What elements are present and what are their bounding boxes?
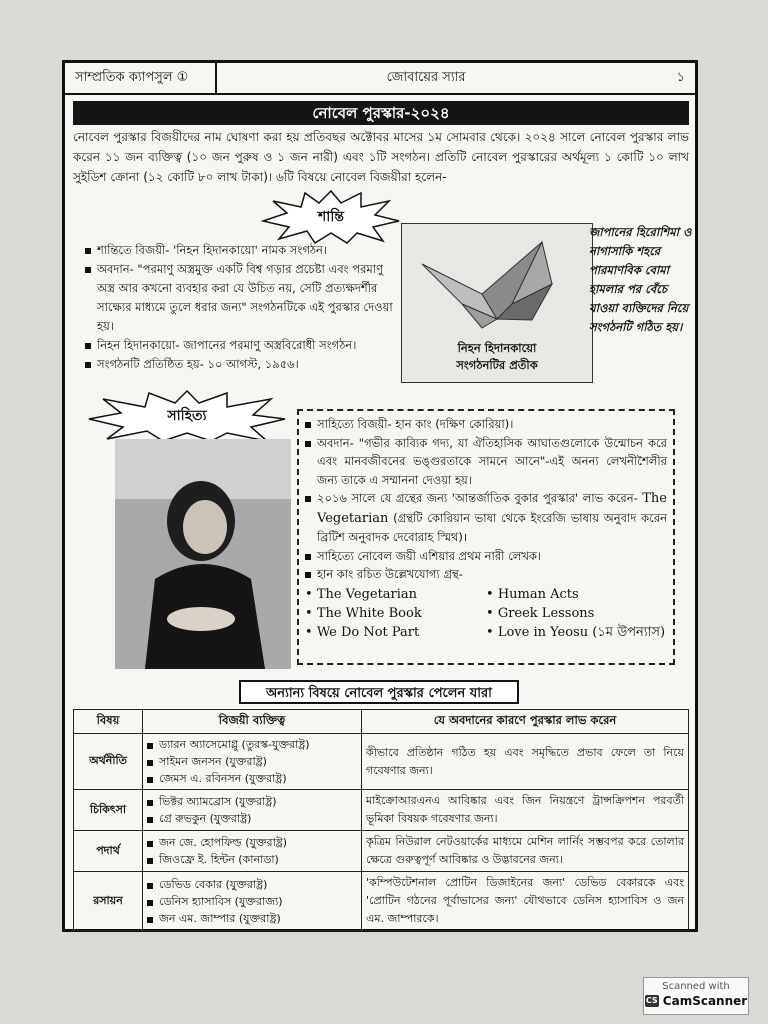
winners-cell bbox=[143, 734, 362, 790]
book-title: • Love in Yeosu (১ম উপন্যাস) bbox=[486, 623, 667, 642]
author-name: জোবায়ের স্যার bbox=[386, 69, 466, 85]
book-title: • We Do Not Part bbox=[305, 623, 486, 642]
peace-title: শান্তি bbox=[318, 209, 344, 225]
contribution-cell: কৃত্রিম নিউরাল নেটওয়ার্কের মাধ্যমে মেশিন লার্নিং সম্ভবপর করে তোলার ক্ষেত্রে গুরুত্বপূর্ণ আবিষ্কার ও উদ্ভাবনের জন্য। bbox=[362, 831, 689, 872]
series-title: সাম্প্রতিক ক্যাপসুল ① bbox=[65, 63, 217, 93]
list-item: জন এম. জাম্পার (যুক্তরাষ্ট্র) bbox=[147, 910, 357, 927]
watermark-line: CamScanner bbox=[662, 994, 748, 1008]
page-header bbox=[65, 63, 695, 95]
watermark-brand bbox=[644, 994, 748, 1008]
contribution-cell: কীভাবে প্রতিষ্ঠান গঠিত হয় এবং সমৃদ্ধিতে প্রভাব ফেলে তা নিয়ে গবেষণার জন্য। bbox=[362, 734, 689, 790]
contribution-cell: মাইক্রোআরএনএ আবিষ্কার এবং জিন নিয়ন্ত্রণে ট্রান্সক্রিপশন পরবর্তী ভূমিকা বিষয়ক গবেষণার জন্য। bbox=[362, 790, 689, 831]
document-page bbox=[62, 60, 698, 932]
list-item: শান্তিতে বিজয়ী- 'নিহন হিদানকায়ো' নামক সংগঠন। bbox=[85, 241, 395, 260]
book-title: • Human Acts bbox=[486, 585, 667, 604]
portrait-image-icon bbox=[115, 439, 291, 669]
watermark-line: Scanned with bbox=[662, 981, 730, 992]
subject-cell: চিকিৎসা bbox=[74, 790, 143, 831]
literature-burst bbox=[87, 389, 287, 443]
literature-box bbox=[297, 409, 675, 665]
others-heading: অন্যান্য বিষয়ে নোবেল পুরস্কার পেলেন যারা bbox=[239, 680, 519, 704]
table-row bbox=[74, 831, 689, 872]
booker-text: ২০১৬ সালে যে গ্রন্থের জন্য 'আন্তর্জাতিক বুকার পুরস্কার' লাভ করেন- bbox=[317, 491, 638, 505]
translation-note: (গ্রন্থটি কোরিয়ান ভাষা থেকে ইংরেজি ভাষায় অনুবাদ করেন ব্রিটিশ অনুবাদক দেবোরাহ স্মিথ)। bbox=[317, 510, 667, 544]
crane-caption bbox=[402, 340, 592, 374]
intro-paragraph: নোবেল পুরস্কার বিজয়ীদের নাম ঘোষণা করা হয় প্রতিবছর অক্টোবর মাসের ১ম সোমবার থেকে। ২০২৪ সালে নোবেল পুরস্কার লাভ করেন ১১ জন ব্যক্তিত্ব (১০ জন পুরুষ ও ১ জন নারী) এবং ১টি সংগঠন। প্রতিটি নোবেল পুরস্কারের অর্থমূল্য ১ কোটি ১০ লাখ সুইডিশ ক্রোনা (১২ কোটি ৮০ লাখ টাকা)। ৬টি বিষয়ে নোবেল বিজয়ীরা হলেন- bbox=[73, 130, 689, 184]
list-item bbox=[305, 489, 667, 547]
winners-cell bbox=[143, 872, 362, 931]
table-row bbox=[74, 734, 689, 790]
origami-crane-icon bbox=[402, 224, 592, 334]
list-item: ডেনিস হ্যাসাবিস (যুক্তরাজ্য) bbox=[147, 893, 357, 910]
column-header: বিজয়ী ব্যক্তিত্ব bbox=[143, 710, 362, 734]
side-note: জাপানের হিরোশিমা ও নাগাসাকি শহরে পারমাণবিক বোমা হামলার পর বেঁচে যাওয়া ব্যক্তিদের নিয়ে সংগঠনটি গঠিত হয়। bbox=[589, 225, 692, 334]
crane-caption-line: সংগঠনটির প্রতীক bbox=[456, 358, 538, 372]
list-item: হান কাং রচিত উল্লেখযোগ্য গ্রন্থ- bbox=[305, 565, 667, 584]
crane-image bbox=[401, 223, 593, 383]
peace-burst bbox=[261, 189, 401, 245]
booker-book-title: The Vegetarian bbox=[317, 491, 668, 526]
subject-cell: পদার্থ bbox=[74, 831, 143, 872]
list-item: অবদান- "পরমাণু অস্ত্রমুক্ত একটি বিশ্ব গড়ার প্রচেষ্টা এবং পরমাণু অস্ত্র আর কখনো ব্যবহার করা যে উচিত নয়, সেটি প্রত্যক্ষদর্শীর সাক্ষ্যের মাধ্যমে তুলে ধরার জন্য" সংগঠনটিকে এই পুরস্কার দেওয়া হয়। bbox=[85, 260, 395, 336]
list-item: সংগঠনটি প্রতিষ্ঠিত হয়- ১০ আগস্ট, ১৯৫৬। bbox=[85, 355, 395, 374]
list-item: সাইমন জনসন (যুক্তরাষ্ট্র) bbox=[147, 753, 357, 770]
table-header-row bbox=[74, 710, 689, 734]
list-item: অবদান- "গভীর কাব্যিক গদ্য, যা ঐতিহাসিক আঘাতগুলোকে উন্মোচন করে এবং মানবজীবনের ভঙ্গুরতাকে সামনে আনে"-এই অনন্য লেখনীশৈলীর জন্য তাকে এ সম্মাননা দেওয়া হয়। bbox=[305, 434, 667, 490]
books-grid bbox=[305, 585, 667, 642]
contribution-cell: 'কম্পিউটেশনাল প্রোটিন ডিজাইনের জন্য' ডেভিড বেকারকে এবং 'প্রোটিন গঠনের পূর্বাভাসের জন্য' যৌথভাবে ডেনিস হ্যাসাবিস ও জন এম. জাম্পারকে। bbox=[362, 872, 689, 931]
subject-cell: রসায়ন bbox=[74, 872, 143, 931]
list-item: নিহন হিদানকায়ো- জাপানের পরমাণু অস্ত্রবিরোধী সংগঠন। bbox=[85, 336, 395, 355]
list-item: ডেভিড বেকার (যুক্তরাষ্ট্র) bbox=[147, 876, 357, 893]
peace-list bbox=[85, 241, 395, 374]
author-photo bbox=[115, 439, 291, 669]
book-title: • Greek Lessons bbox=[486, 604, 667, 623]
list-item: গ্রে রুভকুন (যুক্তরাষ্ট্র) bbox=[147, 810, 357, 827]
list-item: সাহিত্যে বিজয়ী- হান কাং (দক্ষিণ কোরিয়া)। bbox=[305, 415, 667, 434]
crane-caption-line: নিহন হিদানকায়ো bbox=[457, 341, 537, 355]
list-item: সাহিত্যে নোবেল জয়ী এশিয়ার প্রথম নারী লেখক। bbox=[305, 547, 667, 566]
list-item: জিওফ্রে ই. হিন্টন (কানাডা) bbox=[147, 851, 357, 868]
winners-cell bbox=[143, 831, 362, 872]
table-row bbox=[74, 790, 689, 831]
literature-title: সাহিত্য bbox=[167, 408, 207, 424]
list-item: ভিক্টর অ্যামব্রোস (যুক্তরাষ্ট্র) bbox=[147, 793, 357, 810]
scanner-watermark bbox=[643, 977, 749, 1015]
table-row bbox=[74, 872, 689, 931]
section-banner: নোবেল পুরস্কার-২০২৪ bbox=[73, 101, 689, 125]
column-header: বিষয় bbox=[74, 710, 143, 734]
list-item: ড্যারন অ্যাসেমোগ্লু (তুরস্ক-যুক্তরাষ্ট্র) bbox=[147, 736, 357, 753]
column-header: যে অবদানের কারণে পুরস্কার লাভ করেন bbox=[362, 710, 689, 734]
literature-list bbox=[305, 415, 667, 584]
subject-cell: অর্থনীতি bbox=[74, 734, 143, 790]
book-title: • The White Book bbox=[305, 604, 486, 623]
winners-table bbox=[73, 709, 689, 931]
list-item: জেমস এ. রবিনসন (যুক্তরাষ্ট্র) bbox=[147, 770, 357, 787]
page-number: ১ bbox=[676, 69, 685, 85]
book-title: • The Vegetarian bbox=[305, 585, 486, 604]
winners-cell bbox=[143, 790, 362, 831]
camscanner-logo-icon: CS bbox=[645, 996, 658, 1005]
list-item: জন জে. হোপফিল্ড (যুক্তরাষ্ট্র) bbox=[147, 834, 357, 851]
